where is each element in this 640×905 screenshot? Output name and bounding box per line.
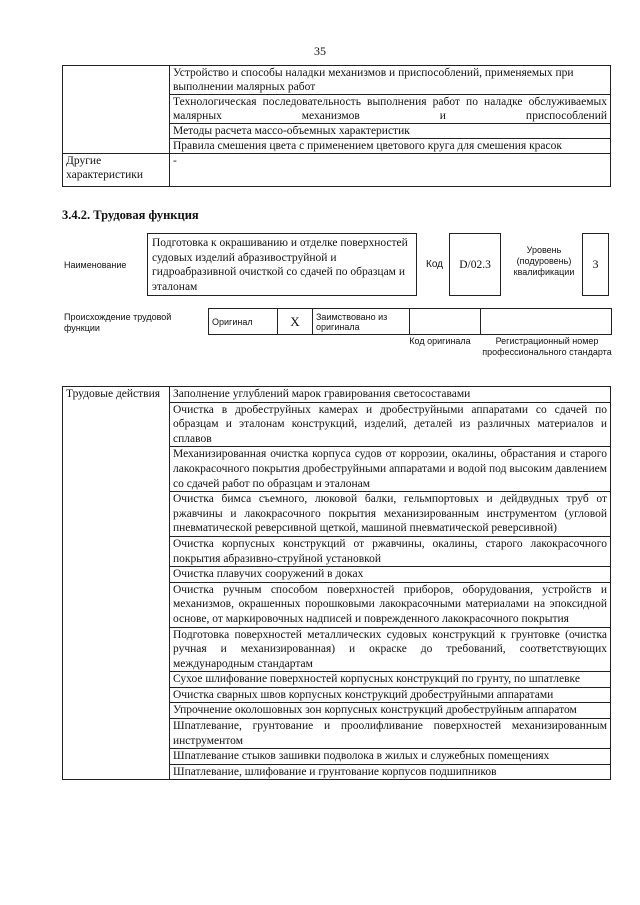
action-item: Очистка в дробеструйных камерах и дробеструйными аппаратами со сдачей по образцам и эталонам конструкций, изделий, деталей из различных материалов и сплавов: [170, 402, 611, 447]
knowledge-table: [62, 65, 611, 187]
original-mark: X: [278, 309, 313, 335]
action-item: Очистка бимса съемного, люковой балки, гельмпортовых и дейдвудных труб от ржавчины и лакокрасочного покрытия механизированным инструментом (угловой пневматической реверсивной щеткой, машиной пневматической реверсивной): [170, 492, 611, 537]
qualification-level: 3: [582, 233, 609, 296]
action-item: Подготовка поверхностей металлических судовых конструкций к грунтовке (очистка ручная и механизированная) и окраске до требований, соответствующих международным стандартам: [170, 627, 611, 672]
table-row: [209, 309, 612, 335]
code-label: Код: [426, 259, 444, 270]
table-cell: Устройство и способы наладки механизмов и приспособлений, применяемых при выполнении малярных работ: [170, 66, 611, 95]
action-item: Шпатлевание, грунтование и проолифливание поверхностей механизированным инструментом: [170, 719, 611, 749]
table-cell: Технологическая последовательность выполнения работ по наладке обслуживаемых малярных механизмов и приспособлений: [170, 95, 611, 124]
original-code-cell: [410, 309, 481, 335]
other-characteristics-value: -: [170, 154, 611, 187]
table-row: [63, 387, 611, 403]
original-label: Оригинал: [209, 309, 278, 335]
action-item: Очистка корпусных конструкций от ржавчины, окалины, старого лакокрасочного покрытия абразивно-струйной установкой: [170, 536, 611, 566]
borrowed-label: Заимствовано из оригинала: [313, 309, 410, 335]
table-cell: Правила смешения цвета с применением цветового круга для смешения красок: [170, 139, 611, 154]
origin-label: Происхождение трудовой функции: [64, 312, 172, 333]
registration-number-cell: [481, 309, 612, 335]
function-code: D/02.3: [449, 233, 501, 296]
other-characteristics-label: Другие характеристики: [63, 154, 170, 187]
action-item: Механизированная очистка корпуса судов от коррозии, окалины, обрастания и старого лакокрасочного покрытия дробеструйными аппаратами и водой под высоким давлением со сдачей работ по образцам и эталонам: [170, 447, 611, 492]
action-item: Сухое шлифование поверхностей корпусных конструкций по грунту, по шпатлевке: [170, 672, 611, 688]
empty-cell: [63, 66, 170, 154]
action-item: Упрочнение околошовных зон корпусных конструкций дробеструйным аппаратом: [170, 703, 611, 719]
level-label: Уровень (подуровень) квалификации: [513, 245, 575, 277]
actions-table: [62, 386, 611, 780]
function-name: Подготовка к окрашиванию и отделке поверхностей судовых изделий абразивоструйной и гидроабразивной очисткой со сдачей по образцам и эталонам: [147, 233, 417, 296]
table-row: [63, 66, 611, 95]
origin-table: [208, 308, 612, 335]
reg-caption: Регистрационный номер профессионального стандарта: [482, 336, 612, 357]
action-item: Очистка плавучих сооружений в доках: [170, 567, 611, 583]
actions-label: Трудовые действия: [63, 387, 170, 780]
code-caption: Код оригинала: [409, 336, 471, 346]
table-row: [63, 154, 611, 187]
page-number: 35: [314, 44, 326, 58]
name-label: Наименование: [64, 260, 127, 270]
action-item: Очистка ручным способом поверхностей приборов, оборудования, устройств и механизмов, окрашенных порошковыми лакокрасочными материалами на эпоксидной основе, от маркировочных надписей и поврежденного лакокрасочного покрытия: [170, 582, 611, 627]
action-item: Шпатлевание стыков зашивки подволока в жилых и служебных помещениях: [170, 749, 611, 765]
action-item: Заполнение углублений марок гравирования светосоставами: [170, 387, 611, 403]
section-title: 3.4.2. Трудовая функция: [62, 208, 199, 222]
action-item: Шпатлевание, шлифование и грунтование корпусов подшипников: [170, 764, 611, 780]
table-cell: Методы расчета массо-объемных характеристик: [170, 124, 611, 139]
action-item: Очистка сварных швов корпусных конструкций дробеструйными аппаратами: [170, 687, 611, 703]
